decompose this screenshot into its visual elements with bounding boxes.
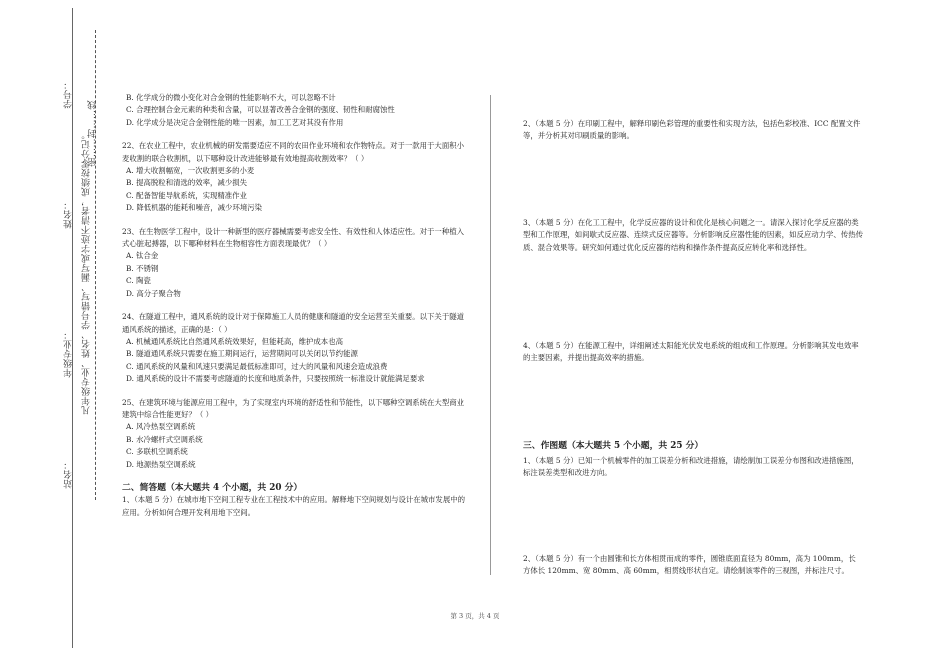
option: A. 增大收割幅宽，一次收割更多的小麦 [126, 166, 255, 176]
short-answer-2: 2、（本题 5 分）在印刷工程中，解释印刷色彩管理的重要性和实现方法，包括色彩校准、ICC 配置文件等，并分析其对印刷质量的影响。 [523, 119, 861, 141]
option: B. 提高脱粒和清选的效率，减少损失 [126, 178, 247, 188]
option: B. 水冷螺杆式空调系统 [126, 434, 203, 444]
column-divider [490, 95, 491, 575]
option: D. 高分子聚合物 [126, 288, 181, 298]
option: D. 降低机器的能耗和噪音，减少环境污染 [126, 203, 263, 213]
drawing-question-2: 2、（本题 5 分）有一个由圆锥和长方体相贯而成的零件，圆锥底面直径为 80mm，高为 100mm，长方体长 120mm、宽 80mm、高 60mm，相贯线形状自定。请绘制该零件的三视图，并标注尺寸。 [523, 554, 856, 576]
name-label: 姓名： [64, 200, 74, 229]
option: C. 合理控制合金元素的种类和含量，可以显著改善合金钢的强度、韧性和耐腐蚀性 [126, 105, 395, 115]
section-3-title: 三、作图题（本大题共 5 个小题，共 25 分） [523, 441, 704, 451]
short-answer-1: 1、（本题 5 分）在城市地下空间工程专业在工程技术中的应用。解释地下空间规划与设计在城市发展中的应用。分析如何合理开发利用地下空间。 [122, 495, 465, 517]
option: B. 隧道通风系统只需要在施工期间运行，运营期间可以关闭以节约能源 [126, 349, 358, 359]
option: C. 通风系统的风量和风速只要满足最低标准即可，过大的风量和风速会造成浪费 [126, 361, 388, 371]
question-21-tail [122, 92, 467, 129]
left-column [122, 92, 467, 519]
option: C. 多联机空调系统 [126, 447, 188, 457]
option: C. 配备智能导航系统，实现精准作业 [126, 190, 247, 200]
question-stem: 23、在生物医学工程中，设计一种新型的医疗器械需要考虑安全性、有效性和人体适应性。对于一种植入式心脏起搏器，以下哪种材料在生物相容性方面表现最优？（ ） [122, 226, 464, 249]
page-number: 第 3 页，共 4 页 [450, 612, 500, 620]
drawing-question-1: 1、（本题 5 分）已知一个机械零件的加工误差分析和改进措施，请绘制加工误差分布图和改进措施图，标注误差类型和改进方向。 [523, 456, 859, 478]
question-22 [122, 140, 467, 214]
question-stem: 25、在建筑环境与能源应用工程中，为了实现室内环境的舒适性和节能性，以下哪种空调系统在大型商业建筑中综合性能更好？（ ） [122, 397, 464, 419]
option: B. 化学成分的微小变化对合金钢的性能影响不大，可以忽略不计 [126, 93, 336, 102]
option: A. 钛合金 [126, 251, 159, 261]
binding-warning: 凡年级专业、姓名、学号错写、漏写或字迹不清者，成绩按零分记。 [82, 130, 92, 415]
student-id-label: 学号： [64, 80, 74, 109]
question-stem: 24、在隧道工程中，通风系统的设计对于保障施工人员的健康和隧道的安全运营至关重要。以下关于隧道通风系统的描述，正确的是：（ ） [122, 312, 464, 334]
option: A. 风冷热泵空调系统 [126, 422, 196, 432]
question-25 [122, 397, 467, 471]
question-23 [122, 226, 467, 300]
option: A. 机械通风系统比自然通风系统效果好，但能耗高，维护成本也高 [126, 336, 343, 346]
short-answer-3: 3、（本题 5 分）在化工工程中，化学反应器的设计和优化是核心问题之一。请深入探讨化学反应器的类型和工作原理，如间歇式反应器、连续式反应器等。分析影响反应器性能的因素，如反应动力学、传热传质、混合效果等。研究如何通过优化反应器的结构和操作条件提高反应转化率和选择性。 [523, 218, 863, 252]
option: D. 地源热泵空调系统 [126, 459, 196, 469]
grade-major-label: 年级专业： [64, 330, 74, 378]
section-2-title: 二、简答题（本大题共 4 个小题，共 20 分） [122, 482, 303, 493]
question-stem: 22、在农业工程中，农业机械的研发需要适应不同的农田作业环境和农作物特点。对于一款用于大面积小麦收割的联合收割机，以下哪种设计改进能够最有效地提高收割效率？（ ） [122, 141, 464, 163]
seal-line-text: 密……封……线 [88, 100, 98, 167]
school-label: 站名： [64, 460, 74, 489]
question-24 [122, 311, 467, 385]
option: D. 通风系统的设计不需要考虑隧道的长度和地质条件，只要按照统一标准设计就能满足要求 [126, 374, 425, 384]
option: B. 不锈钢 [126, 263, 159, 273]
binding-margin [0, 0, 110, 672]
option: D. 化学成分是决定合金钢性能的唯一因素，加工工艺对其没有作用 [126, 117, 344, 127]
option: C. 陶瓷 [126, 276, 151, 286]
short-answer-4: 4、（本题 5 分）在能源工程中，详细阐述太阳能光伏发电系统的组成和工作原理。分析影响其发电效率的主要因素，并提出提高效率的措施。 [523, 341, 859, 363]
